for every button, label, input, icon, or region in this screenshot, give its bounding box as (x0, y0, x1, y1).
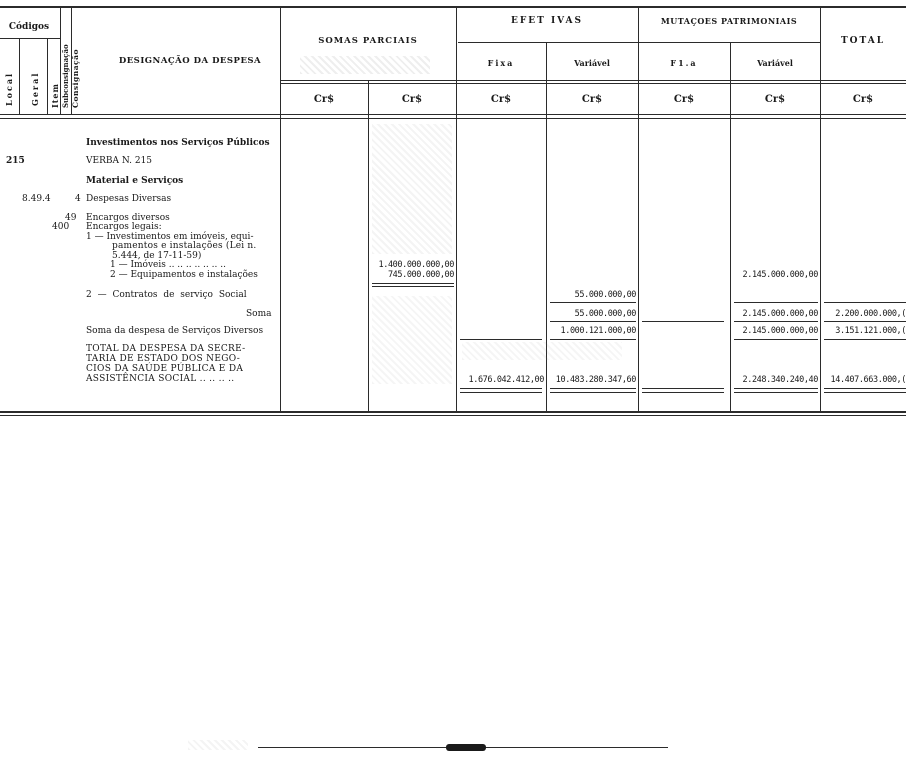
currency-total: Cr$ (852, 94, 874, 105)
row-soma-label: Soma (246, 309, 272, 319)
row-total-label-1: TOTAL DA DESPESA DA SECRE- (86, 344, 246, 354)
top-rule (0, 6, 906, 8)
total-rule (550, 392, 636, 393)
sum-rule (734, 321, 818, 322)
row-total-label-3: CIOS DA SAÚDE PÚBLICA E DA (86, 364, 244, 374)
subheader-rule-2 (280, 83, 906, 84)
stain (462, 342, 622, 360)
row-equipamentos-mut-var: 2.145.000.000,00 (742, 270, 818, 280)
header-mutacoes: MUTAÇOES PATRIMONIAIS (660, 16, 798, 26)
row-investimentos-imoveis-3: 5.444, de 17-11-59) (112, 251, 202, 261)
row-legais-code: 400 (52, 222, 70, 232)
efetivas-rule (458, 42, 820, 43)
sum-rule (734, 339, 818, 340)
row-soma-total: 2.200.000.000,( (835, 309, 906, 319)
total-rule (824, 388, 906, 389)
row-material-label: Material e Serviços (86, 176, 184, 186)
row-total-total: 14.407.663.000,( (830, 375, 906, 385)
row-despesas-code: 8.49.4 (22, 194, 51, 204)
sum-rule (550, 302, 636, 303)
total-rule (550, 388, 636, 389)
sum-rule (642, 321, 724, 322)
ornament-block (446, 744, 486, 751)
header-fixa: Fixa (487, 58, 515, 68)
col-line-designacao (280, 6, 281, 411)
currency-fixa: Cr$ (490, 94, 512, 105)
row-encargos-code: 49 (65, 213, 77, 223)
header-bottom-rule-2 (0, 118, 906, 119)
sum-rule (824, 302, 906, 303)
sum-rule (824, 339, 906, 340)
row-verba-label: VERBA N. 215 (86, 156, 153, 166)
col-line-local (19, 38, 20, 114)
row-equipamentos-value: 745.000.000,00 (387, 270, 454, 280)
header-geral: Geral (30, 71, 40, 106)
header-mut-fixa: F1.a (670, 58, 698, 68)
currency-somas-2: Cr$ (401, 94, 423, 105)
sum-rule (734, 302, 818, 303)
bottom-rule (0, 411, 906, 413)
currency-mut-fixa: Cr$ (673, 94, 695, 105)
row-equipamentos-label: 2 — Equipamentos e instalações (110, 270, 258, 280)
col-line-total (820, 6, 821, 411)
row-imoveis-value: 1.400.000.000,00 (378, 260, 454, 270)
col-line-somas (368, 80, 369, 411)
header-designacao: DESIGNAÇÃO DA DESPESA (118, 56, 262, 66)
subheader-rule (280, 80, 906, 81)
row-encargos-label: Encargos diversos (86, 213, 170, 223)
sum-rule (460, 339, 542, 340)
row-soma-diversos-total: 3.151.121.000,( (835, 326, 906, 336)
currency-mut-variavel: Cr$ (764, 94, 786, 105)
row-contratos-var: 55.000.000,00 (574, 290, 636, 300)
row-investimentos-label: Investimentos nos Serviços Públicos (86, 138, 270, 148)
row-despesas-item: 4 (75, 194, 81, 204)
total-rule (734, 392, 818, 393)
currency-somas-1: Cr$ (313, 94, 335, 105)
header-total: TOTAL (840, 36, 886, 46)
row-soma-diversos-label: Soma da despesa de Serviços Diversos (86, 326, 264, 336)
header-mut-variavel: Variável (757, 58, 793, 68)
row-total-mut-var: 2.248.340.240,40 (742, 375, 818, 385)
header-efetivas: EFET IVAS (511, 16, 583, 26)
codigos-rule (0, 38, 60, 39)
header-somas-parciais: SOMAS PARCIAIS (318, 36, 418, 46)
bottom-rule-2 (0, 415, 906, 416)
header-local: Local (4, 71, 14, 106)
header-item: Item (50, 83, 60, 108)
stain (188, 740, 248, 750)
sum-rule (824, 321, 906, 322)
row-total-label-4: ASSISTÊNCIA SOCIAL .. .. .. .. (86, 374, 235, 384)
row-soma-var: 55.000.000,00 (574, 309, 636, 319)
row-soma-diversos-mut-var: 2.145.000.000,00 (742, 326, 818, 336)
total-rule (734, 388, 818, 389)
total-rule (460, 388, 542, 389)
row-total-label-2: TARIA DE ESTADO DOS NEGO- (86, 354, 241, 364)
total-rule (642, 392, 724, 393)
row-soma-mut-var: 2.145.000.000,00 (742, 309, 818, 319)
row-verba-code: 215 (6, 156, 25, 166)
row-soma-diversos-var: 1.000.121.000,00 (560, 326, 636, 336)
total-rule (460, 392, 542, 393)
stain (372, 296, 452, 384)
sum-rule (550, 339, 636, 340)
row-despesas-label: Despesas Diversas (86, 194, 172, 204)
row-investimentos-imoveis-2: pamentos e instalações (Lei n. (112, 241, 257, 251)
row-investimentos-imoveis-1: 1 — Investimentos em imóveis, equi- (86, 232, 254, 242)
header-variavel: Variável (574, 58, 610, 68)
sum-rule (550, 321, 636, 322)
row-contratos-label: 2 — Contratos de serviço Social (86, 290, 247, 300)
row-imoveis-label: 1 — Imóveis .. .. .. .. .. .. .. (110, 260, 226, 270)
header-subconsignacao: Subconsignação (61, 44, 70, 108)
col-line-geral (47, 38, 48, 114)
stain (300, 56, 430, 74)
header-bottom-rule (0, 114, 906, 115)
total-rule (642, 388, 724, 389)
sum-rule (372, 283, 454, 284)
header-consignacao: Consignação (71, 49, 80, 108)
header-codigos: Códigos (8, 22, 50, 32)
stain (372, 124, 452, 254)
total-rule (824, 392, 906, 393)
row-total-var: 10.483.280.347,60 (555, 375, 636, 385)
sum-rule (372, 286, 454, 287)
row-legais-label: Encargos legais: (86, 222, 162, 232)
row-total-fixa: 1.676.042.412,00 (468, 375, 544, 385)
currency-variavel: Cr$ (581, 94, 603, 105)
